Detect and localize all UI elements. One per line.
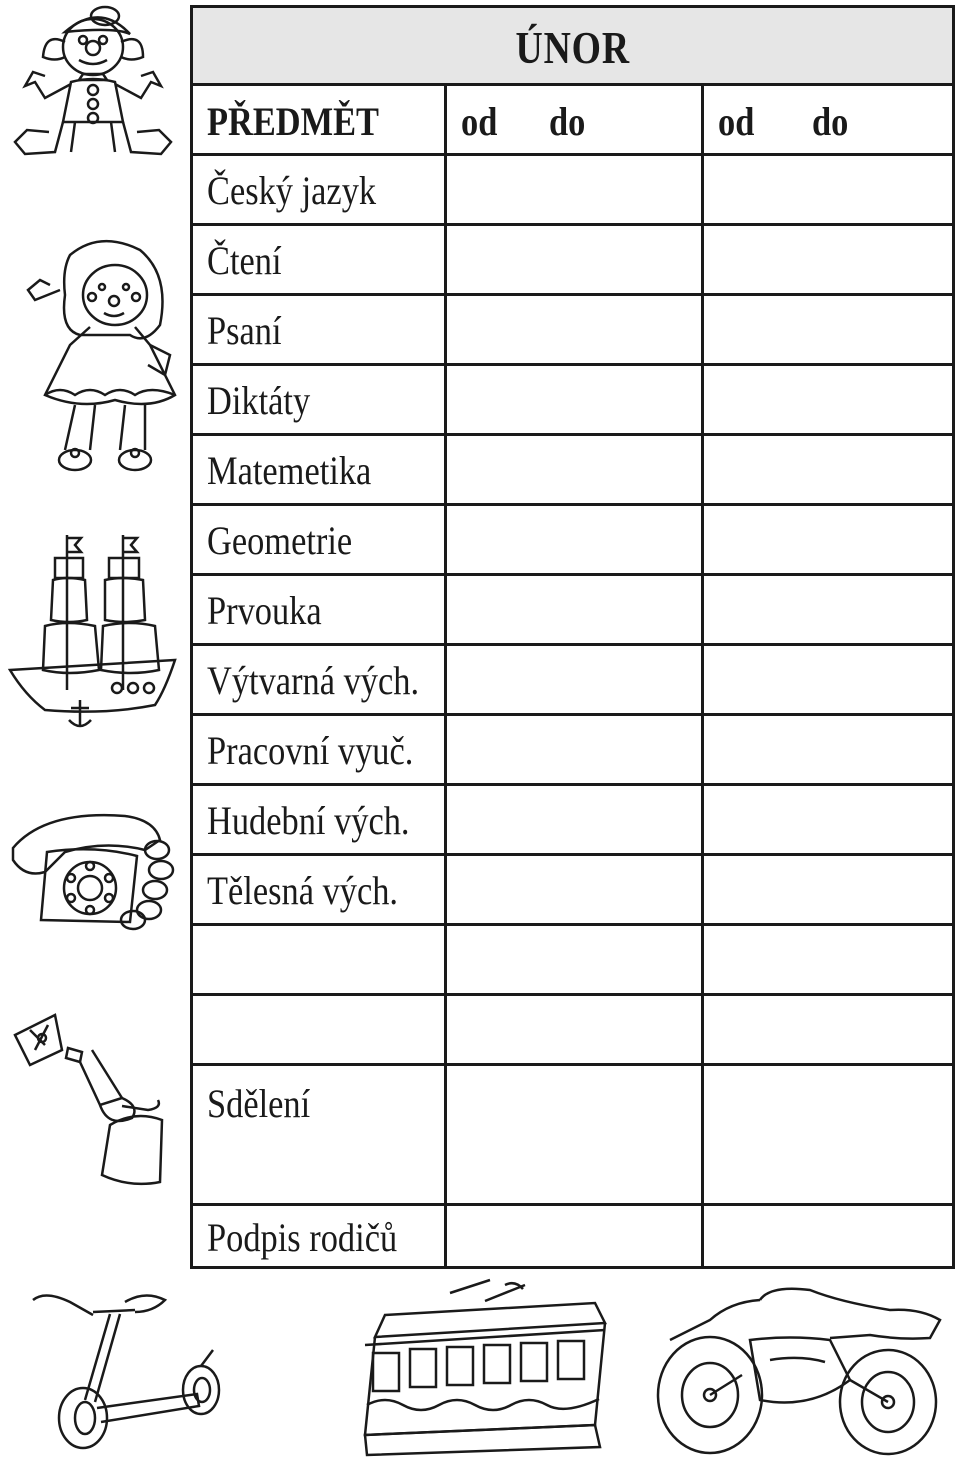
table-row xyxy=(193,296,952,366)
month-title-bar xyxy=(193,8,952,86)
grade-cell-2[interactable] xyxy=(704,996,952,1063)
clown-icon xyxy=(5,2,175,172)
grade-cell-1[interactable] xyxy=(447,156,704,223)
grade-cell-1[interactable] xyxy=(447,646,704,713)
grade-cell-1[interactable] xyxy=(447,996,704,1063)
grade-cell-2[interactable] xyxy=(704,926,952,993)
grade-cell-1[interactable] xyxy=(447,786,704,853)
grade-cell-2[interactable] xyxy=(704,506,952,573)
grade-cell-2[interactable] xyxy=(704,366,952,433)
tram-icon xyxy=(355,1275,615,1460)
grade-cell-2[interactable] xyxy=(704,856,952,923)
doll-icon xyxy=(20,235,180,485)
subject-label: Hudební vých. xyxy=(207,798,410,843)
blank-subject-cell[interactable] xyxy=(193,926,447,993)
table-row xyxy=(193,716,952,786)
month-title: ÚNOR xyxy=(515,22,630,73)
grade-cell-2[interactable] xyxy=(704,646,952,713)
signature-cell-1[interactable] xyxy=(447,1206,704,1266)
grade-cell-2[interactable] xyxy=(704,436,952,503)
notes-cell-1[interactable] xyxy=(447,1066,704,1203)
signature-cell-2[interactable] xyxy=(704,1206,952,1266)
grade-cell-1[interactable] xyxy=(447,856,704,923)
table-row xyxy=(193,226,952,296)
motorcycle-icon xyxy=(650,1280,950,1460)
grade-cell-1[interactable] xyxy=(447,506,704,573)
grade-cell-2[interactable] xyxy=(704,716,952,783)
grade-cell-1[interactable] xyxy=(447,296,704,363)
table-row xyxy=(193,436,952,506)
table-row xyxy=(193,786,952,856)
grade-cell-2[interactable] xyxy=(704,576,952,643)
grade-cell-2[interactable] xyxy=(704,226,952,293)
table-row xyxy=(193,856,952,926)
subject-label: Čtení xyxy=(207,238,282,283)
signature-row xyxy=(193,1206,952,1266)
notes-cell-2[interactable] xyxy=(704,1066,952,1203)
notes-label: Sdělení xyxy=(207,1081,311,1126)
to-header: do xyxy=(549,99,586,144)
blank-row xyxy=(193,996,952,1066)
notes-row xyxy=(193,1066,952,1206)
header-row xyxy=(193,86,952,156)
grade-cell-1[interactable] xyxy=(447,576,704,643)
grade-cell-1[interactable] xyxy=(447,226,704,293)
subject-label: Diktáty xyxy=(207,378,311,423)
blank-row xyxy=(193,926,952,996)
subject-label: Geometrie xyxy=(207,518,353,563)
grade-cell-1[interactable] xyxy=(447,716,704,783)
scooter-icon xyxy=(25,1290,235,1460)
subject-label: Pracovní vyuč. xyxy=(207,728,414,773)
ship-icon xyxy=(5,530,180,740)
trumpet-icon xyxy=(10,1010,180,1195)
grade-cell-1[interactable] xyxy=(447,436,704,503)
from-header: od xyxy=(461,99,498,144)
table-row xyxy=(193,366,952,436)
from-header-2: od xyxy=(718,99,755,144)
table-row xyxy=(193,576,952,646)
telephone-icon xyxy=(5,800,185,940)
subject-label: Český jazyk xyxy=(207,168,377,213)
grade-cell-2[interactable] xyxy=(704,156,952,223)
subject-header: PŘEDMĚT xyxy=(207,99,379,144)
subject-label: Výtvarná vých. xyxy=(207,658,420,703)
signature-label: Podpis rodičů xyxy=(207,1215,398,1260)
grade-cell-1[interactable] xyxy=(447,926,704,993)
grade-cell-1[interactable] xyxy=(447,366,704,433)
table-row xyxy=(193,506,952,576)
subject-label: Psaní xyxy=(207,308,282,353)
grade-table xyxy=(190,5,955,1269)
blank-subject-cell[interactable] xyxy=(193,996,447,1063)
subject-label: Matemetika xyxy=(207,448,372,493)
subject-label: Tělesná vých. xyxy=(207,868,399,913)
grade-cell-2[interactable] xyxy=(704,786,952,853)
table-row xyxy=(193,156,952,226)
grade-cell-2[interactable] xyxy=(704,296,952,363)
table-row xyxy=(193,646,952,716)
to-header-2: do xyxy=(812,99,849,144)
subject-label: Prvouka xyxy=(207,588,322,633)
